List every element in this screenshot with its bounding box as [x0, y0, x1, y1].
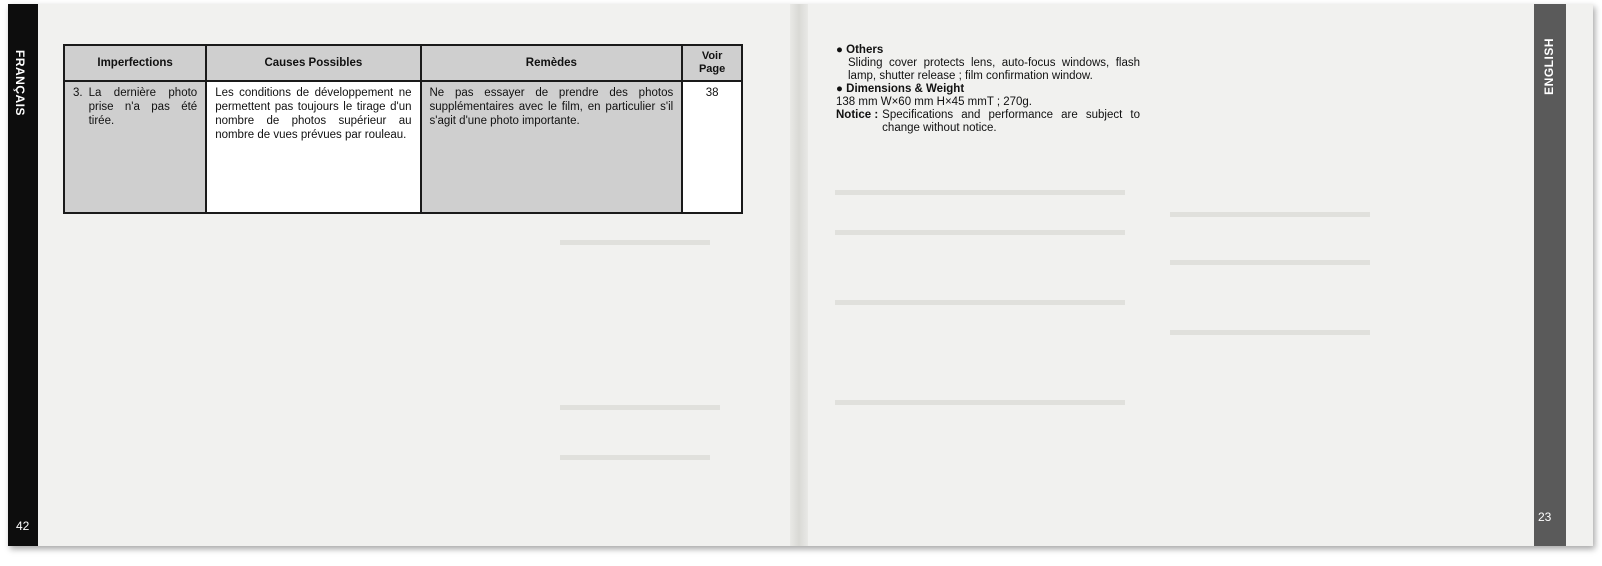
notice: [836, 109, 1140, 135]
left-page-number: 42: [16, 519, 30, 533]
imperfection-text: La dernière photo prise n'a pas été tirée.: [88, 87, 198, 127]
bleed-through: [1170, 260, 1370, 265]
header-imperfections: Imperfections: [64, 45, 206, 81]
notice-text: Specifications and performance are subject to change without notice.: [882, 109, 1140, 134]
table-header-row: [64, 45, 742, 81]
dimensions-text: 138 mm W×60 mm H×45 mmT ; 270g.: [836, 96, 1032, 108]
dimensions-heading: ● Dimensions & Weight: [836, 83, 965, 95]
bleed-through: [1170, 330, 1370, 335]
bleed-through: [560, 405, 720, 410]
others-heading: ● Others: [836, 44, 884, 56]
bleed-through: [835, 190, 1125, 195]
table-row: [64, 81, 742, 213]
header-see-page: Voir Page: [682, 45, 742, 81]
others-text: Sliding cover protects lens, auto-focus windows, flash lamp, shutter release ; film confirmation window.: [848, 57, 1140, 82]
others-title: Others: [846, 44, 884, 56]
cause-cell: Les conditions de développement ne permettent pas toujours le tirage d'un nombre de photos supérieur au nombre de vues prévues par rouleau.: [206, 81, 420, 213]
right-page-number: 23: [1538, 510, 1552, 524]
page-ref-cell: 38: [682, 81, 742, 213]
bleed-through: [1170, 212, 1370, 217]
bleed-through: [560, 455, 710, 460]
remedy-cell: Ne pas essayer de prendre des photos supplémentaires avec le film, en particulier s'il s'agit d'une photo importante.: [421, 81, 683, 213]
imperfection-cell: [64, 81, 206, 213]
bleed-through: [835, 230, 1125, 235]
header-causes: Causes Possibles: [206, 45, 420, 81]
specifications-column: [836, 44, 1140, 135]
bleed-through: [560, 240, 710, 245]
left-language-label: FRANÇAIS: [13, 50, 27, 116]
row-number: 3.: [73, 87, 83, 99]
notice-label: Notice :: [836, 109, 879, 121]
dimensions-title: Dimensions & Weight: [846, 83, 965, 95]
bleed-through: [835, 400, 1125, 405]
right-language-label: ENGLISH: [1542, 38, 1556, 95]
header-remedies: Remèdes: [421, 45, 683, 81]
bleed-through: [835, 300, 1125, 305]
troubleshooting-table: [63, 44, 743, 214]
book-gutter: [790, 4, 808, 546]
